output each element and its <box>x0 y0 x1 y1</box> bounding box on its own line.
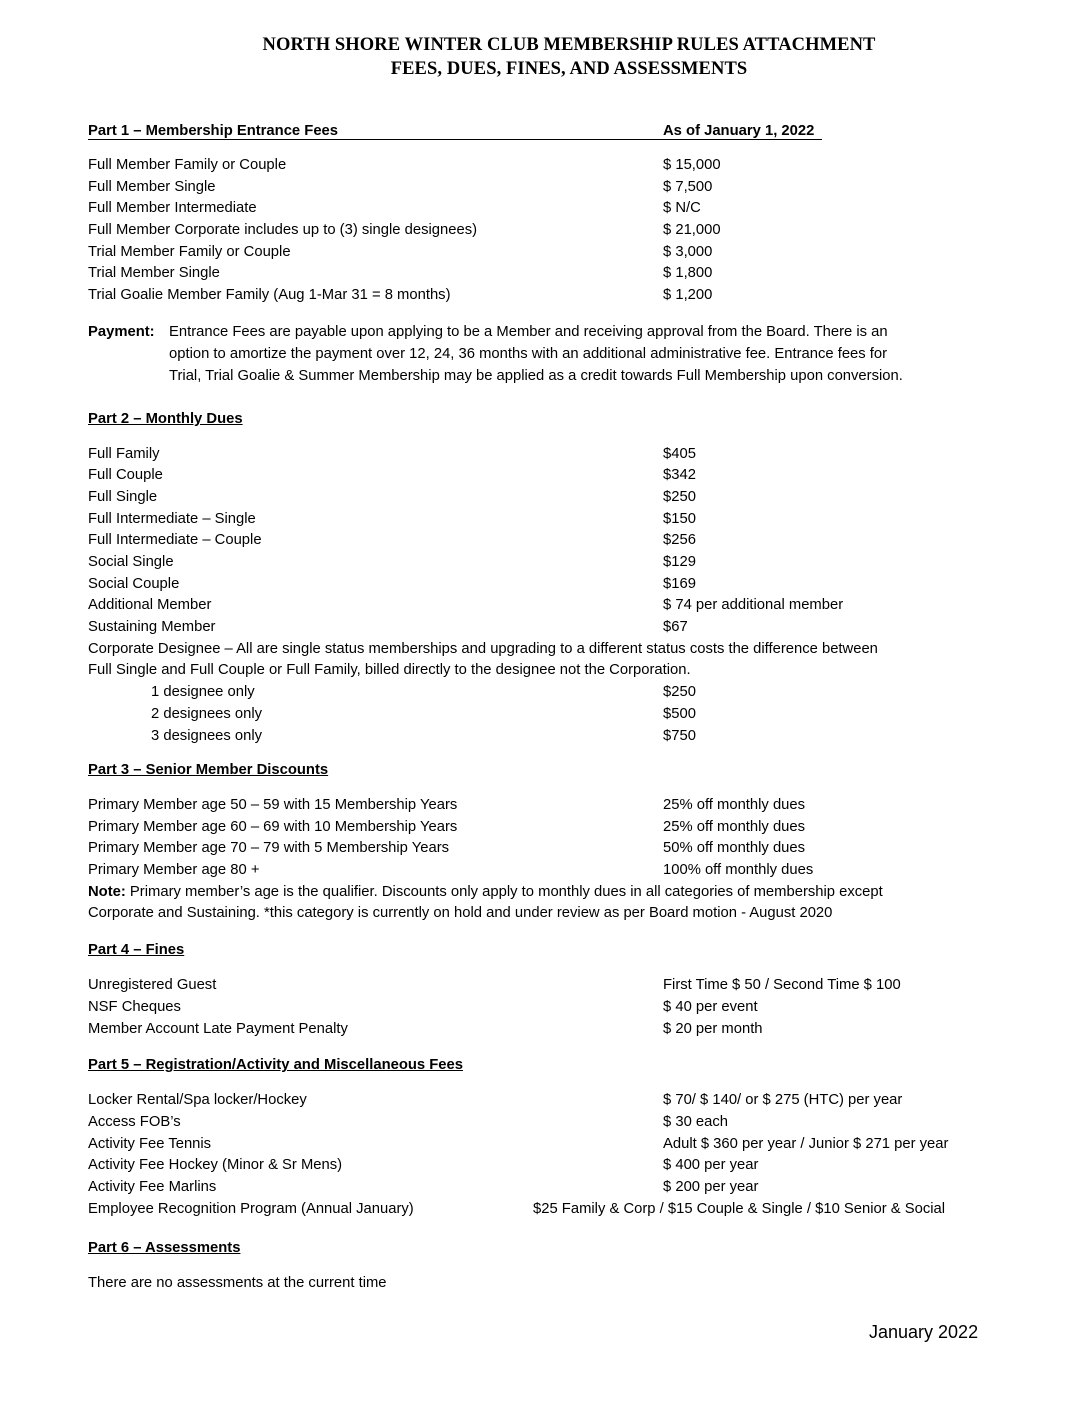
fine-label: Unregistered Guest <box>88 977 217 993</box>
fee-label: Trial Member Family or Couple <box>88 244 291 260</box>
fee-label: Trial Goalie Member Family (Aug 1-Mar 31 = 8 months) <box>88 287 451 303</box>
fine-value: $ 20 per month <box>663 1021 763 1037</box>
designee-value: $500 <box>663 706 696 722</box>
dues-value: $342 <box>663 467 696 483</box>
payment-text-line: Trial, Trial Goalie & Summer Membership may be applied as a credit towards Full Membership upon conversion. <box>169 368 903 384</box>
corporate-designee-text: Full Single and Full Couple or Full Family, billed directly to the designee not the Corporation. <box>88 662 691 678</box>
part3-heading: Part 3 – Senior Member Discounts <box>88 762 329 778</box>
designee-label: 3 designees only <box>151 728 263 744</box>
misc-fee-label: Activity Fee Tennis <box>88 1136 212 1152</box>
discount-label: Primary Member age 60 – 69 with 10 Membership Years <box>88 819 458 835</box>
dues-value: $67 <box>663 619 688 635</box>
fine-value: First Time $ 50 / Second Time $ 100 <box>663 977 901 993</box>
heading-underline <box>88 139 822 140</box>
fine-label: Member Account Late Payment Penalty <box>88 1021 348 1037</box>
dues-label: Additional Member <box>88 597 212 613</box>
assessments-text: There are no assessments at the current time <box>88 1275 387 1291</box>
designee-value: $750 <box>663 728 696 744</box>
discount-label: Primary Member age 70 – 79 with 5 Membership Years <box>88 840 450 856</box>
discount-value: 50% off monthly dues <box>663 840 806 856</box>
fee-value: $ 7,500 <box>663 179 713 195</box>
misc-fee-label: Activity Fee Hockey (Minor & Sr Mens) <box>88 1157 343 1173</box>
misc-fee-label: Locker Rental/Spa locker/Hockey <box>88 1092 307 1108</box>
dues-value: $405 <box>663 446 696 462</box>
misc-fee-label: Access FOB’s <box>88 1114 181 1130</box>
discount-value: 100% off monthly dues <box>663 862 814 878</box>
payment-text-line: option to amortize the payment over 12, 24, 36 months with an additional administrative fee. Entrance fees for <box>169 346 888 362</box>
dues-label: Full Intermediate – Single <box>88 511 256 527</box>
misc-fee-value: $ 400 per year <box>663 1157 759 1173</box>
dues-label: Sustaining Member <box>88 619 216 635</box>
discount-note <box>88 881 883 903</box>
payment-text-line: Entrance Fees are payable upon applying to be a Member and receiving approval from the Board. There is an <box>169 324 888 340</box>
part2-heading: Part 2 – Monthly Dues <box>88 411 243 427</box>
note-text: Primary member’s age is the qualifier. Discounts only apply to monthly dues in all categories of membership except <box>125 884 883 900</box>
fee-value: $ 21,000 <box>663 222 721 238</box>
payment-label: Payment: <box>88 324 155 340</box>
as-of-date: As of January 1, 2022 <box>663 123 815 139</box>
dues-label: Full Family <box>88 446 160 462</box>
dues-value: $150 <box>663 511 696 527</box>
fee-value: $ 15,000 <box>663 157 721 173</box>
discount-label: Primary Member age 80 + <box>88 862 260 878</box>
footer-date: January 2022 <box>869 1322 979 1342</box>
fee-value: $ 1,200 <box>663 287 713 303</box>
dues-label: Full Single <box>88 489 158 505</box>
designee-label: 1 designee only <box>151 684 255 700</box>
note-text-line: Corporate and Sustaining. *this category is currently on hold and under review as per Board motion - August 2020 <box>88 905 833 921</box>
misc-fee-label: Employee Recognition Program (Annual January) <box>88 1201 414 1217</box>
misc-fee-value: $ 30 each <box>663 1114 728 1130</box>
fee-value: $ N/C <box>663 200 701 216</box>
fee-label: Full Member Family or Couple <box>88 157 287 173</box>
fee-label: Trial Member Single <box>88 265 220 281</box>
discount-value: 25% off monthly dues <box>663 819 806 835</box>
fee-value: $ 1,800 <box>663 265 713 281</box>
fee-label: Full Member Single <box>88 179 216 195</box>
part1-heading-label: Part 1 – Membership Entrance Fees <box>88 123 339 139</box>
dues-value: $169 <box>663 576 696 592</box>
misc-fee-value: Adult $ 360 per year / Junior $ 271 per year <box>663 1136 949 1152</box>
document-title: NORTH SHORE WINTER CLUB MEMBERSHIP RULES ATTACHMENT <box>262 35 876 55</box>
dues-label: Social Couple <box>88 576 180 592</box>
part5-heading: Part 5 – Registration/Activity and Miscellaneous Fees <box>88 1057 463 1073</box>
dues-value: $129 <box>663 554 696 570</box>
dues-value: $ 74 per additional member <box>663 597 844 613</box>
dues-label: Full Intermediate – Couple <box>88 532 262 548</box>
misc-fee-value: $25 Family & Corp / $15 Couple & Single / $10 Senior & Social <box>533 1201 946 1217</box>
part4-heading: Part 4 – Fines <box>88 942 185 958</box>
document-subtitle: FEES, DUES, FINES, AND ASSESSMENTS <box>390 59 748 79</box>
fee-label: Full Member Corporate includes up to (3) single designees) <box>88 222 478 238</box>
designee-label: 2 designees only <box>151 706 263 722</box>
misc-fee-label: Activity Fee Marlins <box>88 1179 217 1195</box>
fine-label: NSF Cheques <box>88 999 181 1015</box>
dues-label: Social Single <box>88 554 174 570</box>
discount-value: 25% off monthly dues <box>663 797 806 813</box>
misc-fee-value: $ 70/ $ 140/ or $ 275 (HTC) per year <box>663 1092 903 1108</box>
fee-value: $ 3,000 <box>663 244 713 260</box>
designee-value: $250 <box>663 684 696 700</box>
dues-label: Full Couple <box>88 467 163 483</box>
discount-label: Primary Member age 50 – 59 with 15 Membership Years <box>88 797 458 813</box>
note-label: Note: <box>88 884 126 900</box>
corporate-designee-text: Corporate Designee – All are single status memberships and upgrading to a different status costs the difference between <box>88 641 878 657</box>
fee-label: Full Member Intermediate <box>88 200 257 216</box>
fine-value: $ 40 per event <box>663 999 758 1015</box>
misc-fee-value: $ 200 per year <box>663 1179 759 1195</box>
dues-value: $256 <box>663 532 696 548</box>
dues-value: $250 <box>663 489 696 505</box>
part6-heading: Part 6 – Assessments <box>88 1240 241 1256</box>
